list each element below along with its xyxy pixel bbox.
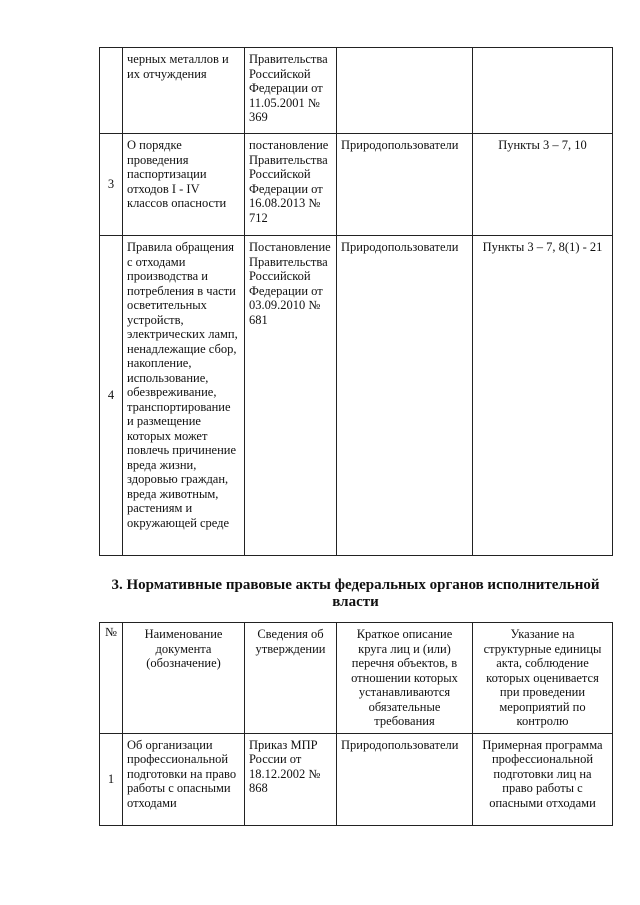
document-name: Правила обращения с отходами производства и потребления в части осветительных устройств, электрических ламп, ненадлежащие сбор, накопление, использование, обезвреживание, транспортирование и размещение которых может повлечь причинение вреда жизни, здоровью граждан, вреда животным, растениям и окружающей среде [123, 236, 245, 556]
table-row [100, 236, 613, 556]
table-row [100, 733, 613, 825]
header-structural-units: Указание на структурные единицы акта, соблюдение которых оценивается при проведении мероприятий по контролю [473, 623, 613, 734]
persons-description [337, 48, 473, 134]
persons-description: Природопользователи [337, 733, 473, 825]
approval-info: Приказ МПР России от 18.12.2002 № 868 [245, 733, 337, 825]
row-number: 3 [100, 134, 123, 236]
document-name: Об организации профессиональной подготовки на право работы с опасными отходами [123, 733, 245, 825]
structural-units: Пункты 3 – 7, 8(1) - 21 [473, 236, 613, 556]
approval-info: постановление Правительства Российской Федерации от 16.08.2013 № 712 [245, 134, 337, 236]
row-number [100, 48, 123, 134]
structural-units [473, 48, 613, 134]
header-document-name: Наименование документа (обозначение) [123, 623, 245, 734]
document-name: черных металлов и их отчуждения [123, 48, 245, 134]
section-title: 3. Нормативные правовые акты федеральных органов исполнительной власти [111, 577, 600, 610]
table-row [100, 134, 613, 236]
row-number: 4 [100, 236, 123, 556]
header-number: № [100, 623, 123, 734]
table-header-row [100, 623, 613, 734]
header-persons: Краткое описание круга лиц и (или) перечня объектов, в отношении которых устанавливаются обязательные требования [337, 623, 473, 734]
structural-units: Примерная программа профессиональной подготовки лиц на право работы с опасными отходами [473, 733, 613, 825]
persons-description: Природопользователи [337, 236, 473, 556]
row-number: 1 [100, 733, 123, 825]
approval-info: Постановление Правительства Российской Федерации от 03.09.2010 № 681 [245, 236, 337, 556]
acts-table-government [99, 47, 613, 556]
table-row [100, 48, 613, 134]
acts-table-federal-authorities [99, 622, 613, 826]
structural-units: Пункты 3 – 7, 10 [473, 134, 613, 236]
document-name: О порядке проведения паспортизации отходов I - IV классов опасности [123, 134, 245, 236]
persons-description: Природопользователи [337, 134, 473, 236]
approval-info: Правительства Российской Федерации от 11.05.2001 № 369 [245, 48, 337, 134]
header-approval: Сведения об утверждении [245, 623, 337, 734]
